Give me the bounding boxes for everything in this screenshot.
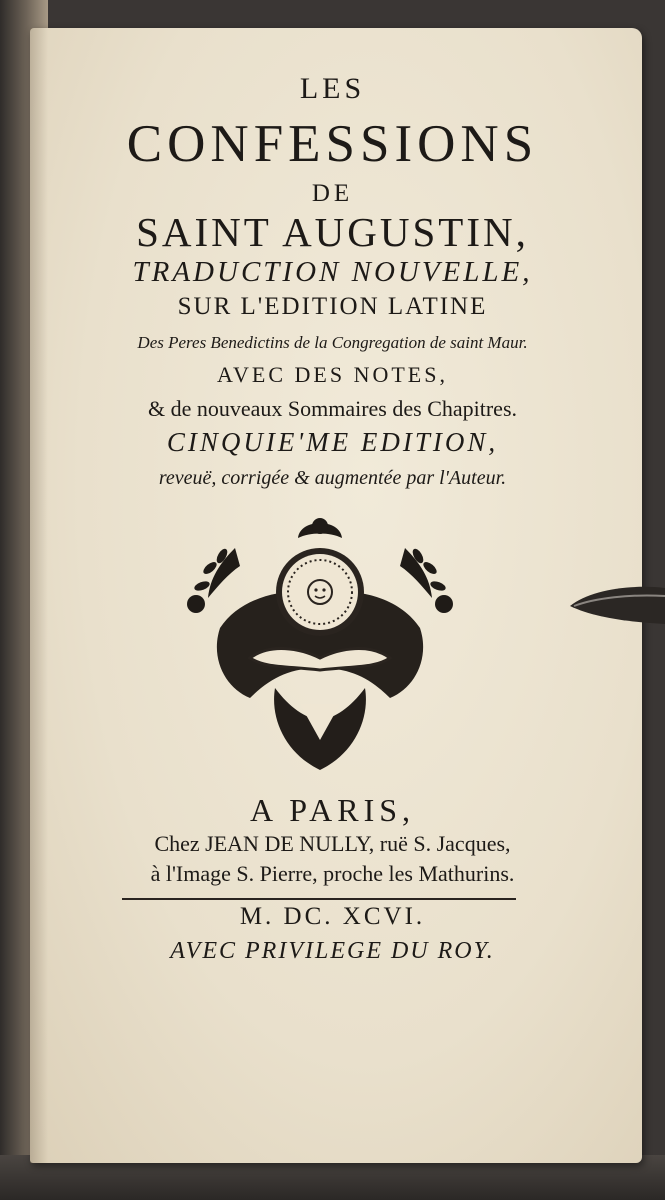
metal-clip <box>570 578 665 630</box>
lower-wreath <box>274 688 366 770</box>
imprint-address: à l'Image S. Pierre, proche les Mathurins. <box>150 861 515 886</box>
subtitle-avec-notes: AVEC DES NOTES, <box>216 362 448 387</box>
subtitle-benedictins: Des Peres Benedictins de la Congregation de saint Maur. <box>137 333 528 352</box>
subtitle-revue: reveuë, corrigée & augmentée par l'Auteur. <box>158 467 507 489</box>
title-de: DE <box>311 180 354 207</box>
imprint-rule <box>122 898 516 900</box>
printers-ornament <box>180 508 460 780</box>
title-saint-augustin: SAINT AUGUSTIN, <box>136 209 529 255</box>
imprint-publisher: Chez JEAN DE NULLY, ruë S. Jacques, <box>154 831 511 856</box>
imprint-privilege: AVEC PRIVILEGE DU ROY. <box>170 938 495 964</box>
subtitle-traduction: TRADUCTION NOUVELLE, <box>132 256 533 288</box>
imprint-place: A PARIS, <box>249 792 416 828</box>
right-branch <box>400 547 453 613</box>
subtitle-sommaires: & de nouveaux Sommaires des Chapitres. <box>147 396 518 421</box>
crown-flower <box>298 518 342 538</box>
title-les: LES <box>299 72 366 105</box>
title-confessions: CONFESSIONS <box>126 115 539 173</box>
medallion <box>276 548 364 636</box>
subtitle-cinquieme-edition: CINQUIE'ME EDITION, <box>166 427 499 457</box>
subtitle-edition-latine: SUR L'EDITION LATINE <box>177 293 488 320</box>
imprint-year: M. DC. XCVI. <box>239 903 426 930</box>
left-branch <box>187 547 240 613</box>
